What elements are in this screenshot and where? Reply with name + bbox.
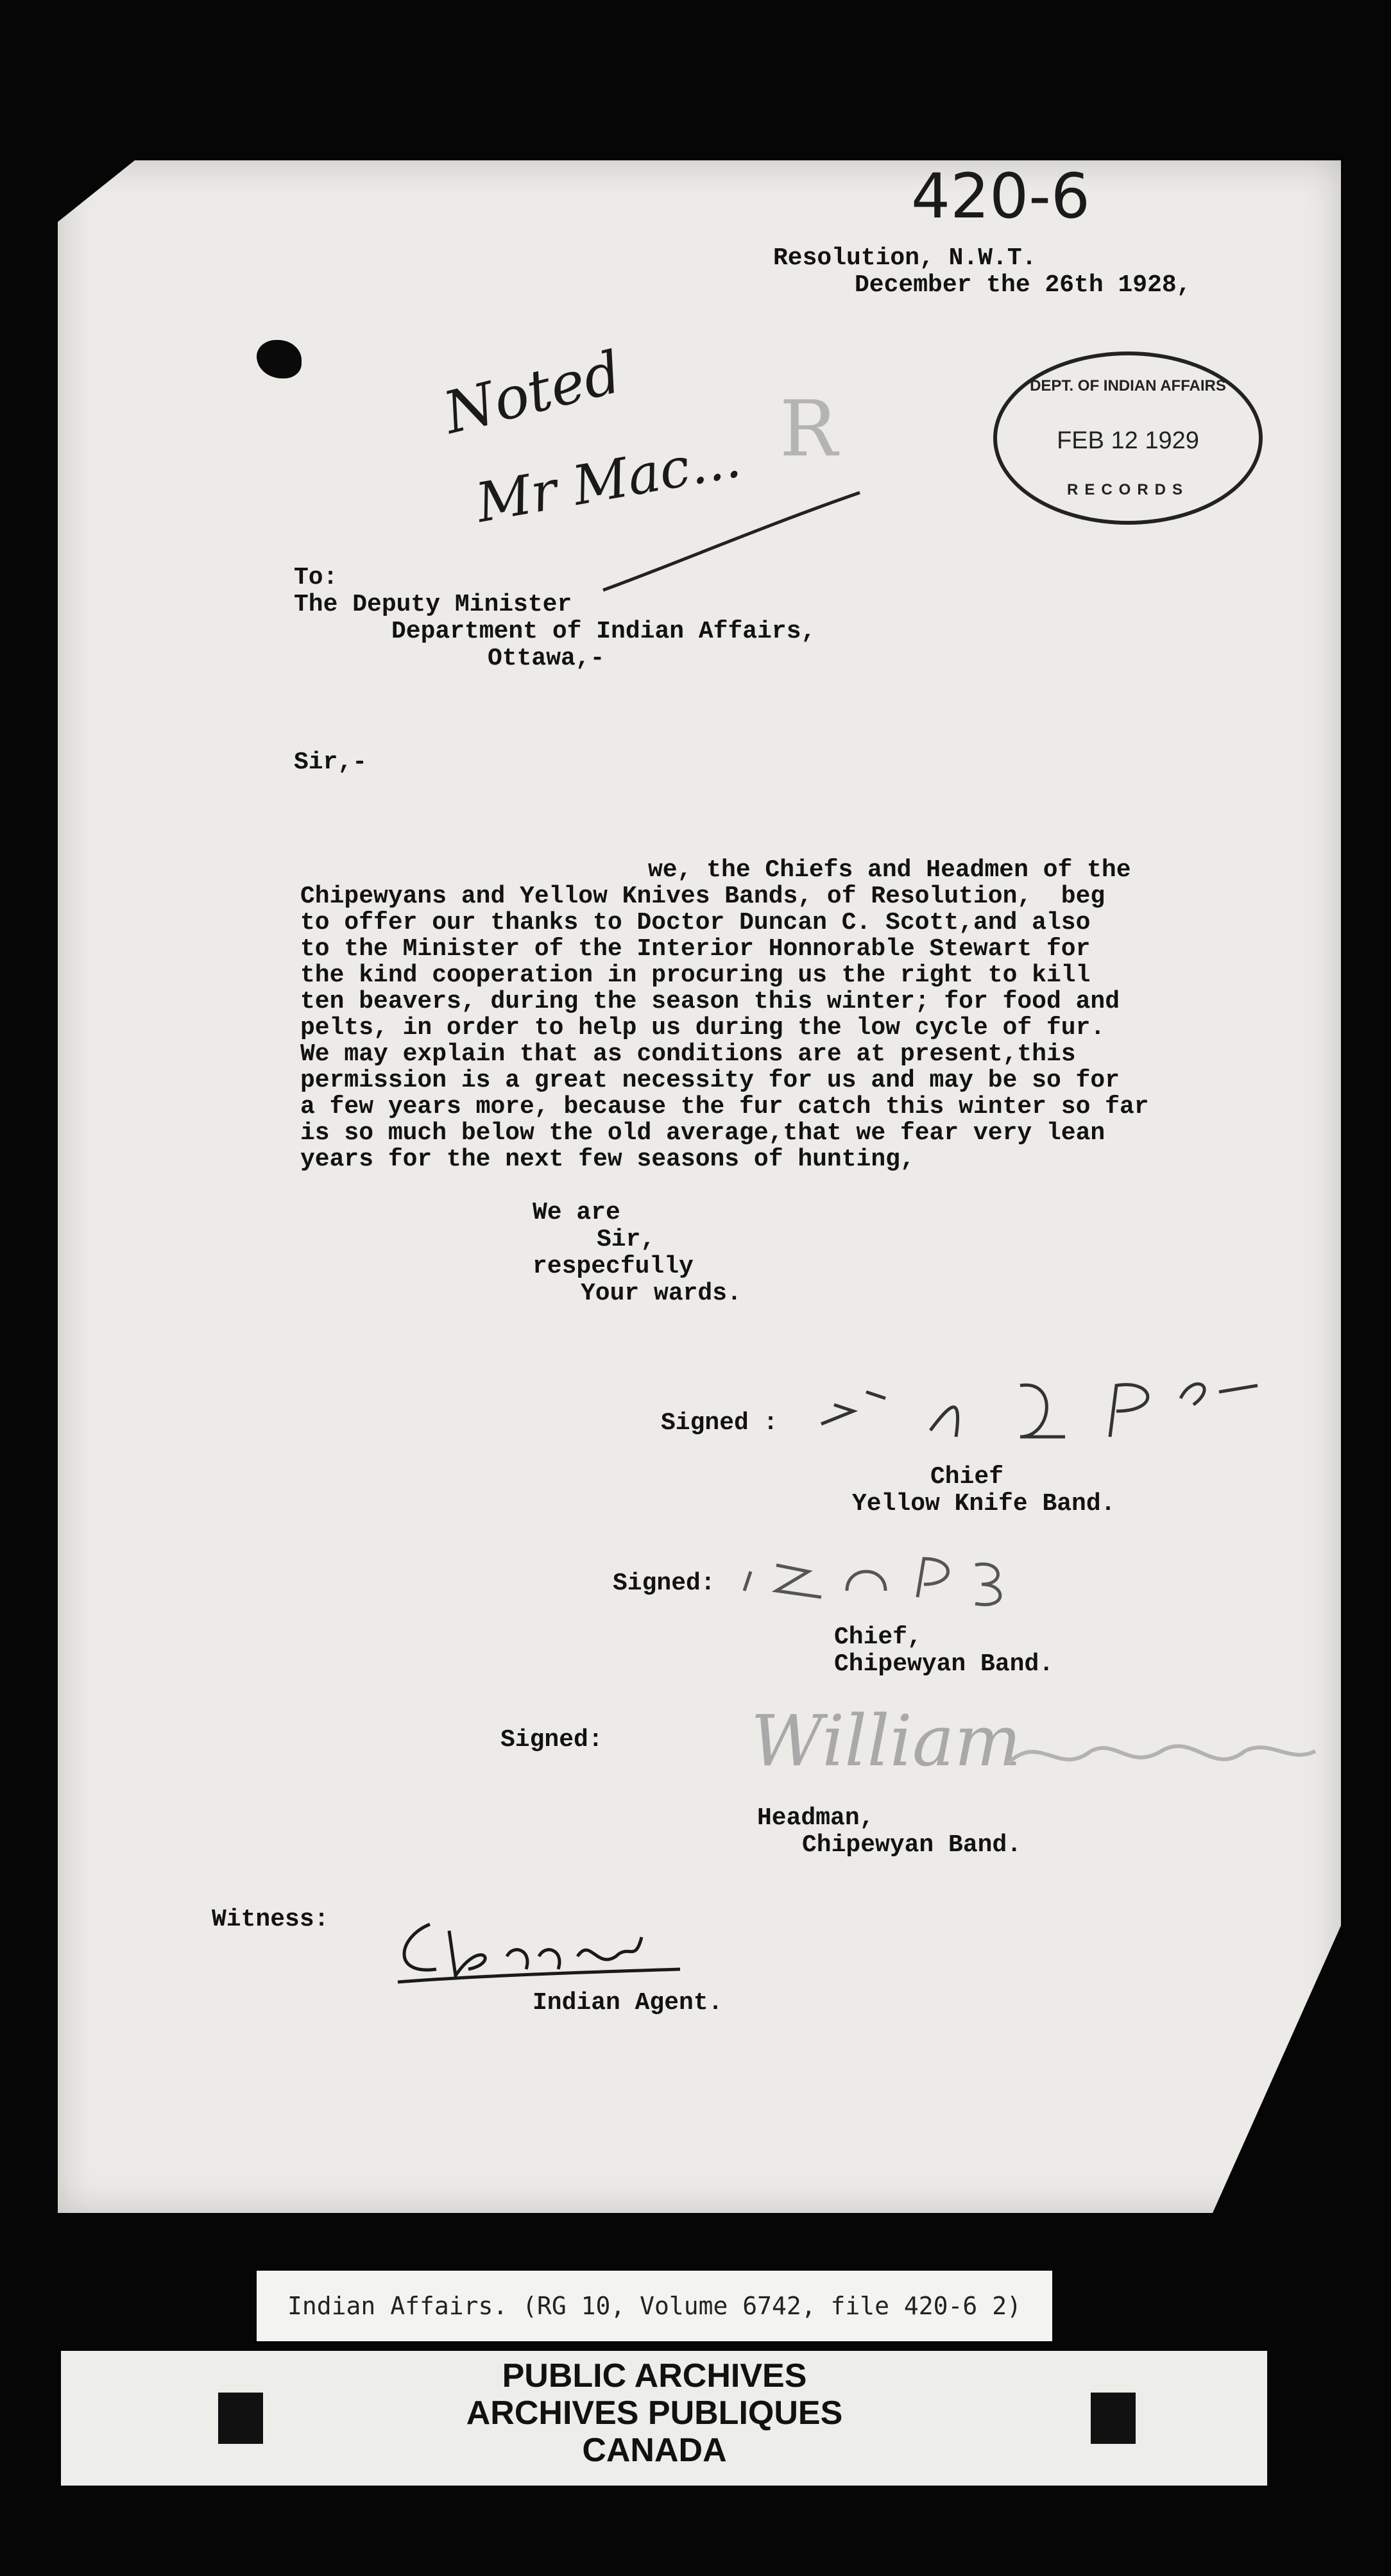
addressee-to: To: [294,564,338,591]
signatory-band-2: Chipewyan Band. [834,1650,1054,1678]
received-stamp-letter: R [780,385,838,474]
body-line-8: We may explain that as conditions are at present,this [300,1040,1076,1068]
body-line-4: to the Minister of the Interior Honnorable Stewart for [300,935,1091,963]
body-line-7: pelts, in order to help us during the low cycle of fur. [300,1014,1105,1042]
signatory-title-3: Headman, [757,1804,875,1832]
body-line-2: Chipewyans and Yellow Knives Bands, of Resolution, beg [300,883,1105,910]
signatory-title-1: Chief [930,1463,1004,1491]
signatory-band-1: Yellow Knife Band. [852,1490,1116,1518]
signatory-band-3: Chipewyan Band. [802,1831,1022,1859]
archive-line-1: PUBLIC ARCHIVES [502,2357,807,2394]
signed-label-1: Signed : [661,1409,778,1437]
body-line-6: ten beavers, during the season this winter; for food and [300,988,1120,1015]
archive-file-number: 420-6 [911,160,1090,232]
stamp-date: FEB 12 1929 [1057,427,1199,454]
signature-william: William [751,1700,1021,1782]
addressee-city: Ottawa,- [488,645,605,672]
receiving-stamp [993,352,1263,525]
salutation: Sir,- [294,749,368,776]
witness-label: Witness: [212,1906,329,1933]
closing-line-4: Your wards. [581,1280,742,1307]
closing-line-2: Sir, [597,1226,656,1253]
body-line-10: a few years more, because the fur catch this winter so far [300,1093,1149,1121]
marginal-note-stroke [597,487,866,597]
header-place: Resolution, N.W.T. [773,244,1037,272]
body-line-9: permission is a great necessity for us and may be so for [300,1067,1120,1094]
body-line-3: to offer our thanks to Doctor Duncan C. Scott,and also [300,909,1091,936]
header-date: December the 26th 1928, [855,271,1191,299]
body-line-5: the kind cooperation in procuring us the right to kill [300,962,1091,989]
witness-title: Indian Agent. [533,1989,723,2017]
body-line-11: is so much below the old average,that we fear very lean [300,1119,1105,1147]
marginal-note-line-2: Mr Mac... [471,426,746,535]
body-line-12: years for the next few seasons of hunting, [300,1146,915,1173]
citation-label: Indian Affairs. (RG 10, Volume 6742, file 420-6 2) [257,2271,1052,2341]
stamp-top-text: DEPT. OF INDIAN AFFAIRS [1030,377,1226,394]
addressee-title: The Deputy Minister [294,591,572,618]
signature-surname-scrawl [1001,1725,1322,1783]
addressee-department: Department of Indian Affairs, [391,618,816,645]
archive-banner-text [257,2357,1052,2469]
signatory-title-2: Chief, [834,1623,922,1651]
witness-signature [385,1899,687,1988]
signed-label-2: Signed: [613,1570,715,1597]
syllabic-signature-2 [738,1546,1007,1610]
signed-label-3: Signed: [500,1726,603,1754]
syllabic-signature-1 [808,1366,1335,1443]
marginal-note-line-1: Noted [437,338,628,448]
archive-line-2: ARCHIVES PUBLIQUES [466,2394,843,2432]
closing-line-3: respecfully [533,1253,694,1280]
stamp-bottom-text: RECORDS [1066,481,1189,498]
body-line-1: we, the Chiefs and Headmen of the [648,856,1131,884]
closing-line-1: We are [533,1199,620,1226]
banner-tab-right [1091,2393,1136,2444]
archive-line-3: CANADA [582,2432,727,2469]
